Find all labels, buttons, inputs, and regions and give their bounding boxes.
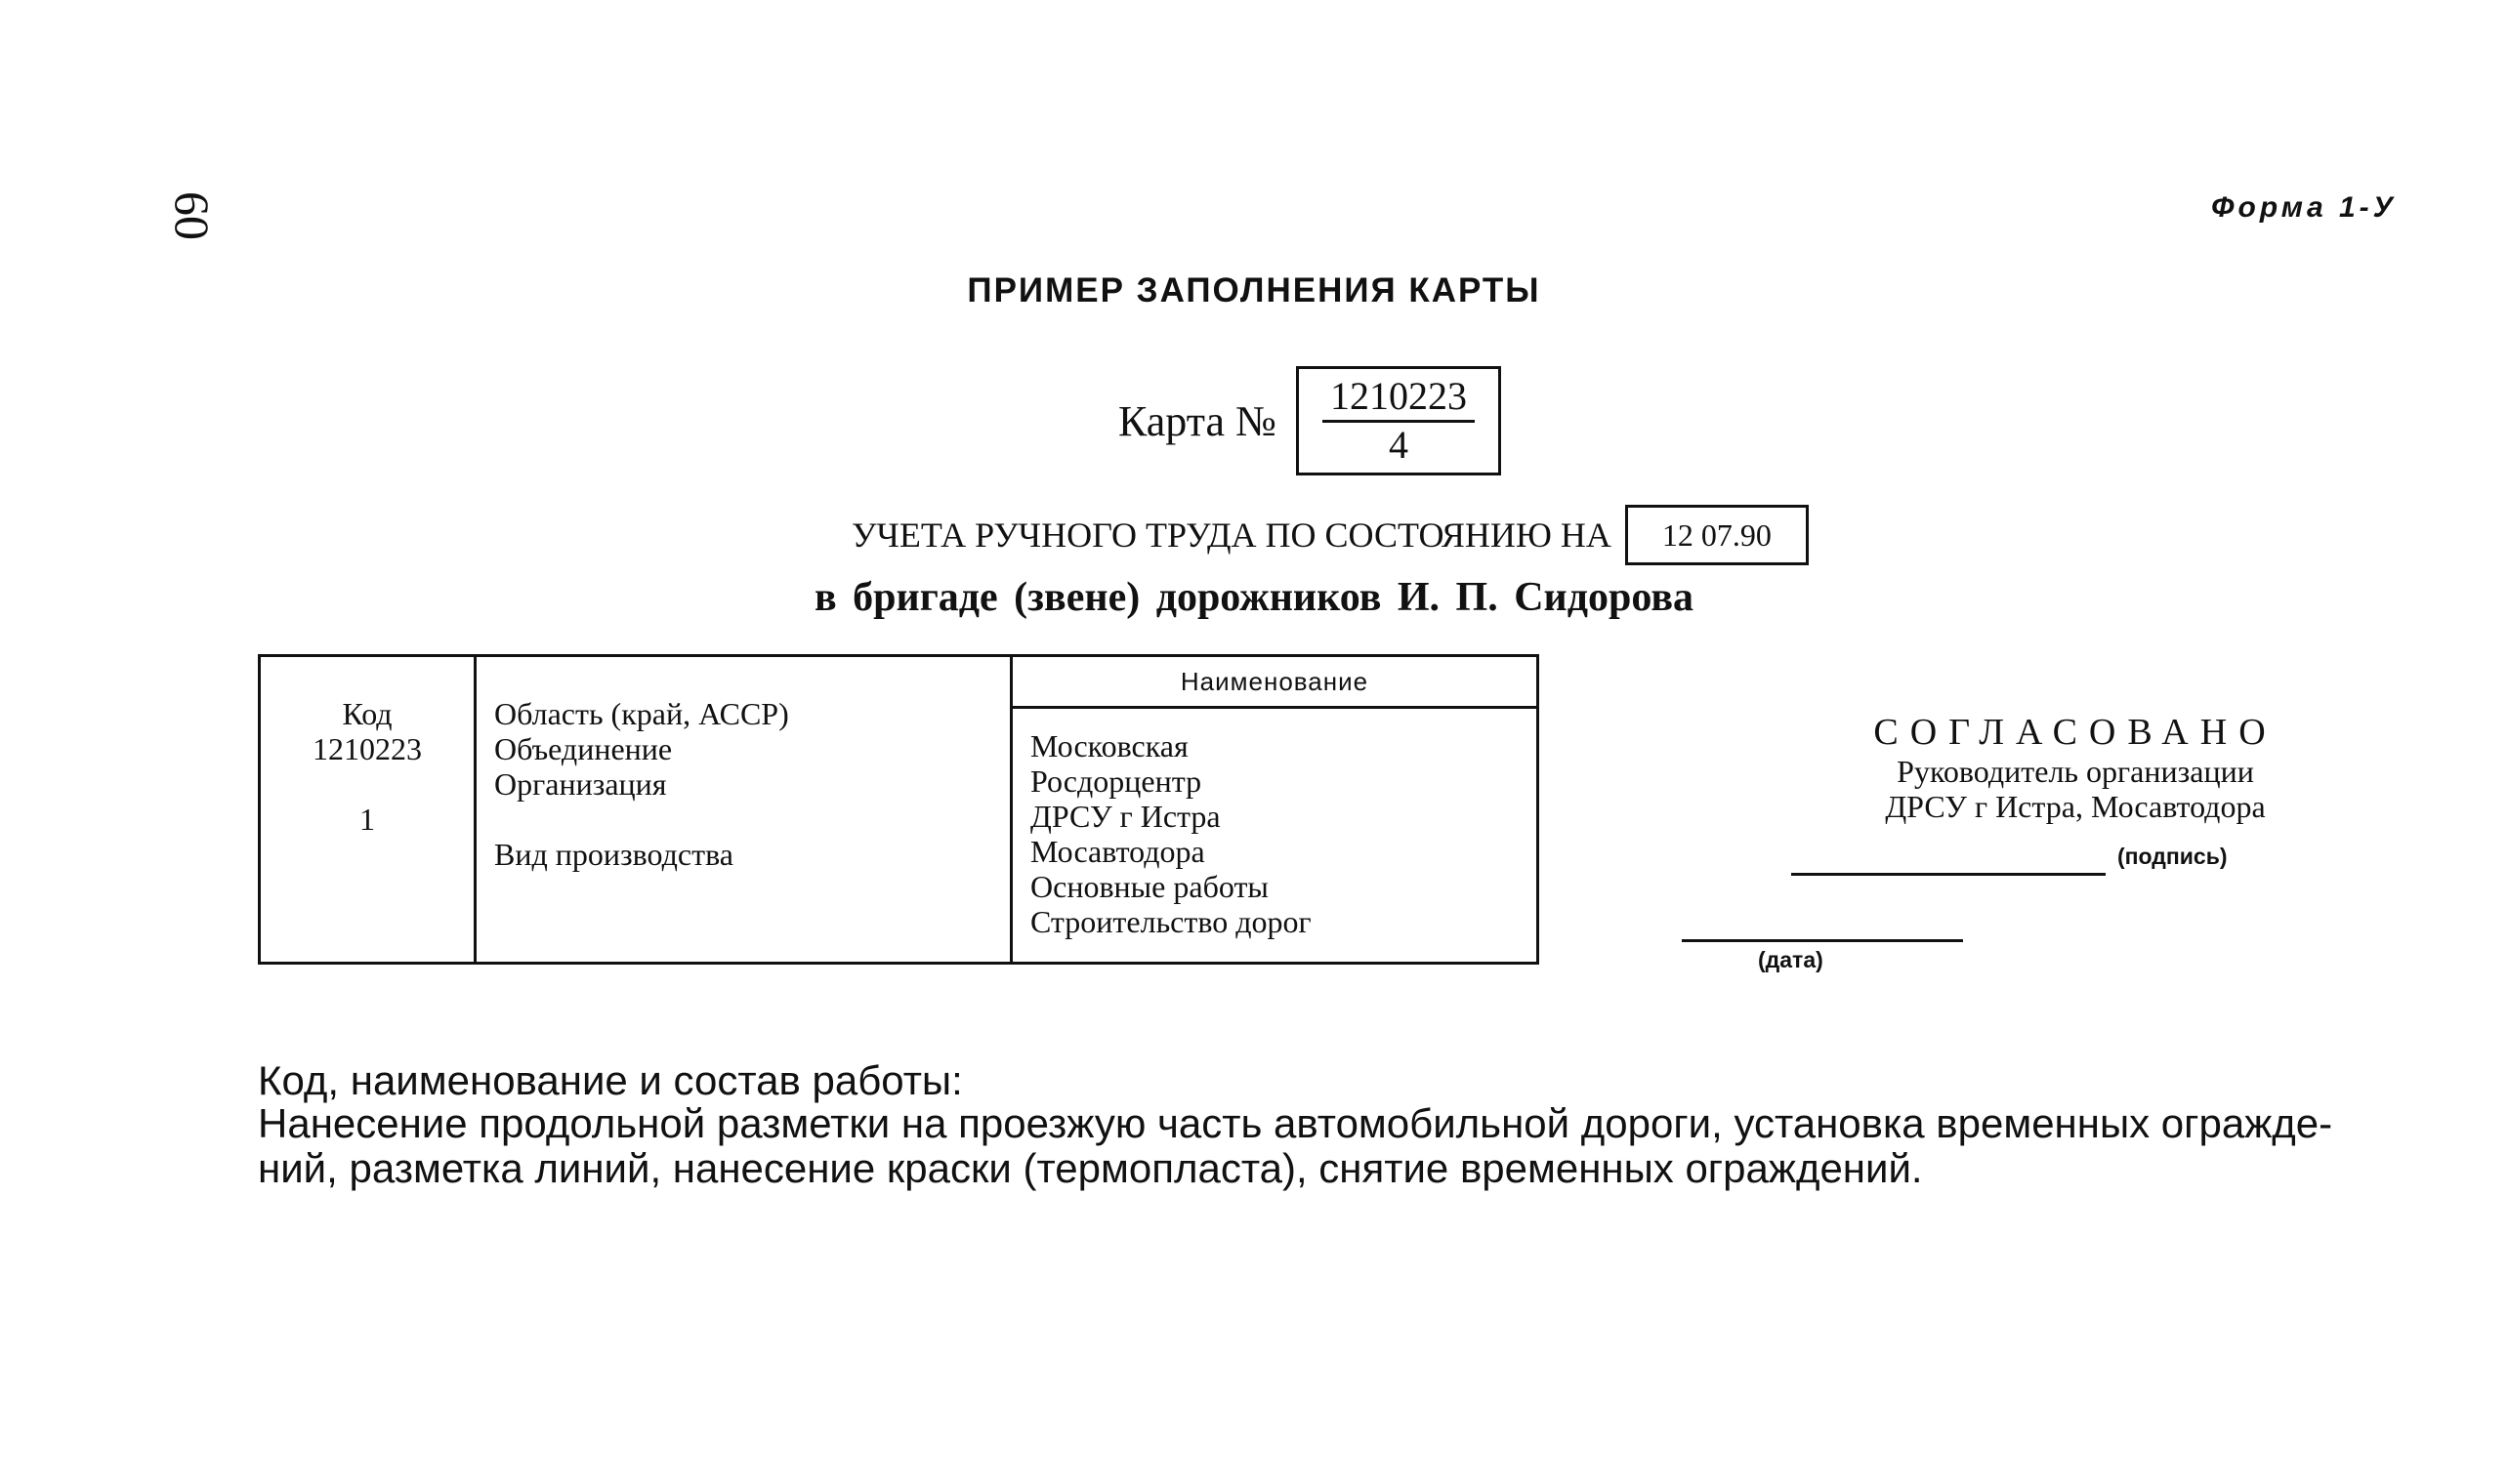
card-label: Карта № xyxy=(1118,396,1276,445)
card-number-box xyxy=(1296,366,1501,475)
brigade-line: в бригаде (звене) дорожников И. П. Сидорова xyxy=(814,575,1693,620)
account-row xyxy=(852,504,1809,566)
page-number: 60 xyxy=(165,191,220,240)
field-value: ДРСУ г Истра xyxy=(1030,799,1221,834)
document-title: ПРИМЕР ЗАПОЛНЕНИЯ КАРТЫ xyxy=(967,271,1541,309)
work-description xyxy=(258,1101,2406,1191)
approval-organization: ДРСУ г Истра, Мосавтодора xyxy=(1885,789,2266,824)
card-number-row xyxy=(1118,363,1501,478)
code-value: 1210223 xyxy=(313,731,422,766)
field-value: Строительство дорог xyxy=(1030,904,1312,939)
account-date-box: 12 07.90 xyxy=(1625,505,1809,565)
approval-block xyxy=(1719,711,2432,824)
signature-line xyxy=(1791,873,2106,876)
work-line: ний, разметка линий, нанесение краски (термопласта), снятие временных ограждений. xyxy=(258,1145,1923,1191)
work-heading: Код, наименование и состав работы: xyxy=(258,1057,963,1103)
field-value: Основные работы xyxy=(1030,869,1269,904)
organization-table xyxy=(258,654,1539,965)
code-header: Код xyxy=(342,696,393,731)
signature-caption: (подпись) xyxy=(2117,844,2228,869)
field-value: Московская xyxy=(1030,728,1189,763)
field-value: Росдорцентр xyxy=(1030,763,1202,799)
card-numerator: 1210223 xyxy=(1322,375,1475,423)
card-denominator: 4 xyxy=(1389,422,1408,467)
field-column xyxy=(476,656,1012,964)
approval-title: СОГЛАСОВАНО xyxy=(1873,712,2278,753)
field-label: Объединение xyxy=(494,731,673,766)
code-column xyxy=(260,656,476,964)
code-kind: 1 xyxy=(359,802,375,837)
name-header: Наименование xyxy=(1013,657,1536,709)
date-line xyxy=(1682,939,1963,942)
name-column xyxy=(1012,656,1538,964)
account-caption: УЧЕТА РУЧНОГО ТРУДА ПО СОСТОЯНИЮ НА xyxy=(852,515,1611,555)
field-label: Вид производства xyxy=(494,837,733,872)
form-label: Форма 1-У xyxy=(2211,191,2397,224)
field-value: Мосавтодора xyxy=(1030,834,1205,869)
field-label: Организация xyxy=(494,766,667,802)
approval-position: Руководитель организации xyxy=(1897,754,2254,789)
date-caption: (дата) xyxy=(1758,947,1823,972)
work-line: Нанесение продольной разметки на проезжую часть автомобильной дороги, установка временных огражде- xyxy=(258,1100,2333,1146)
field-label: Область (край, АССР) xyxy=(494,696,789,731)
